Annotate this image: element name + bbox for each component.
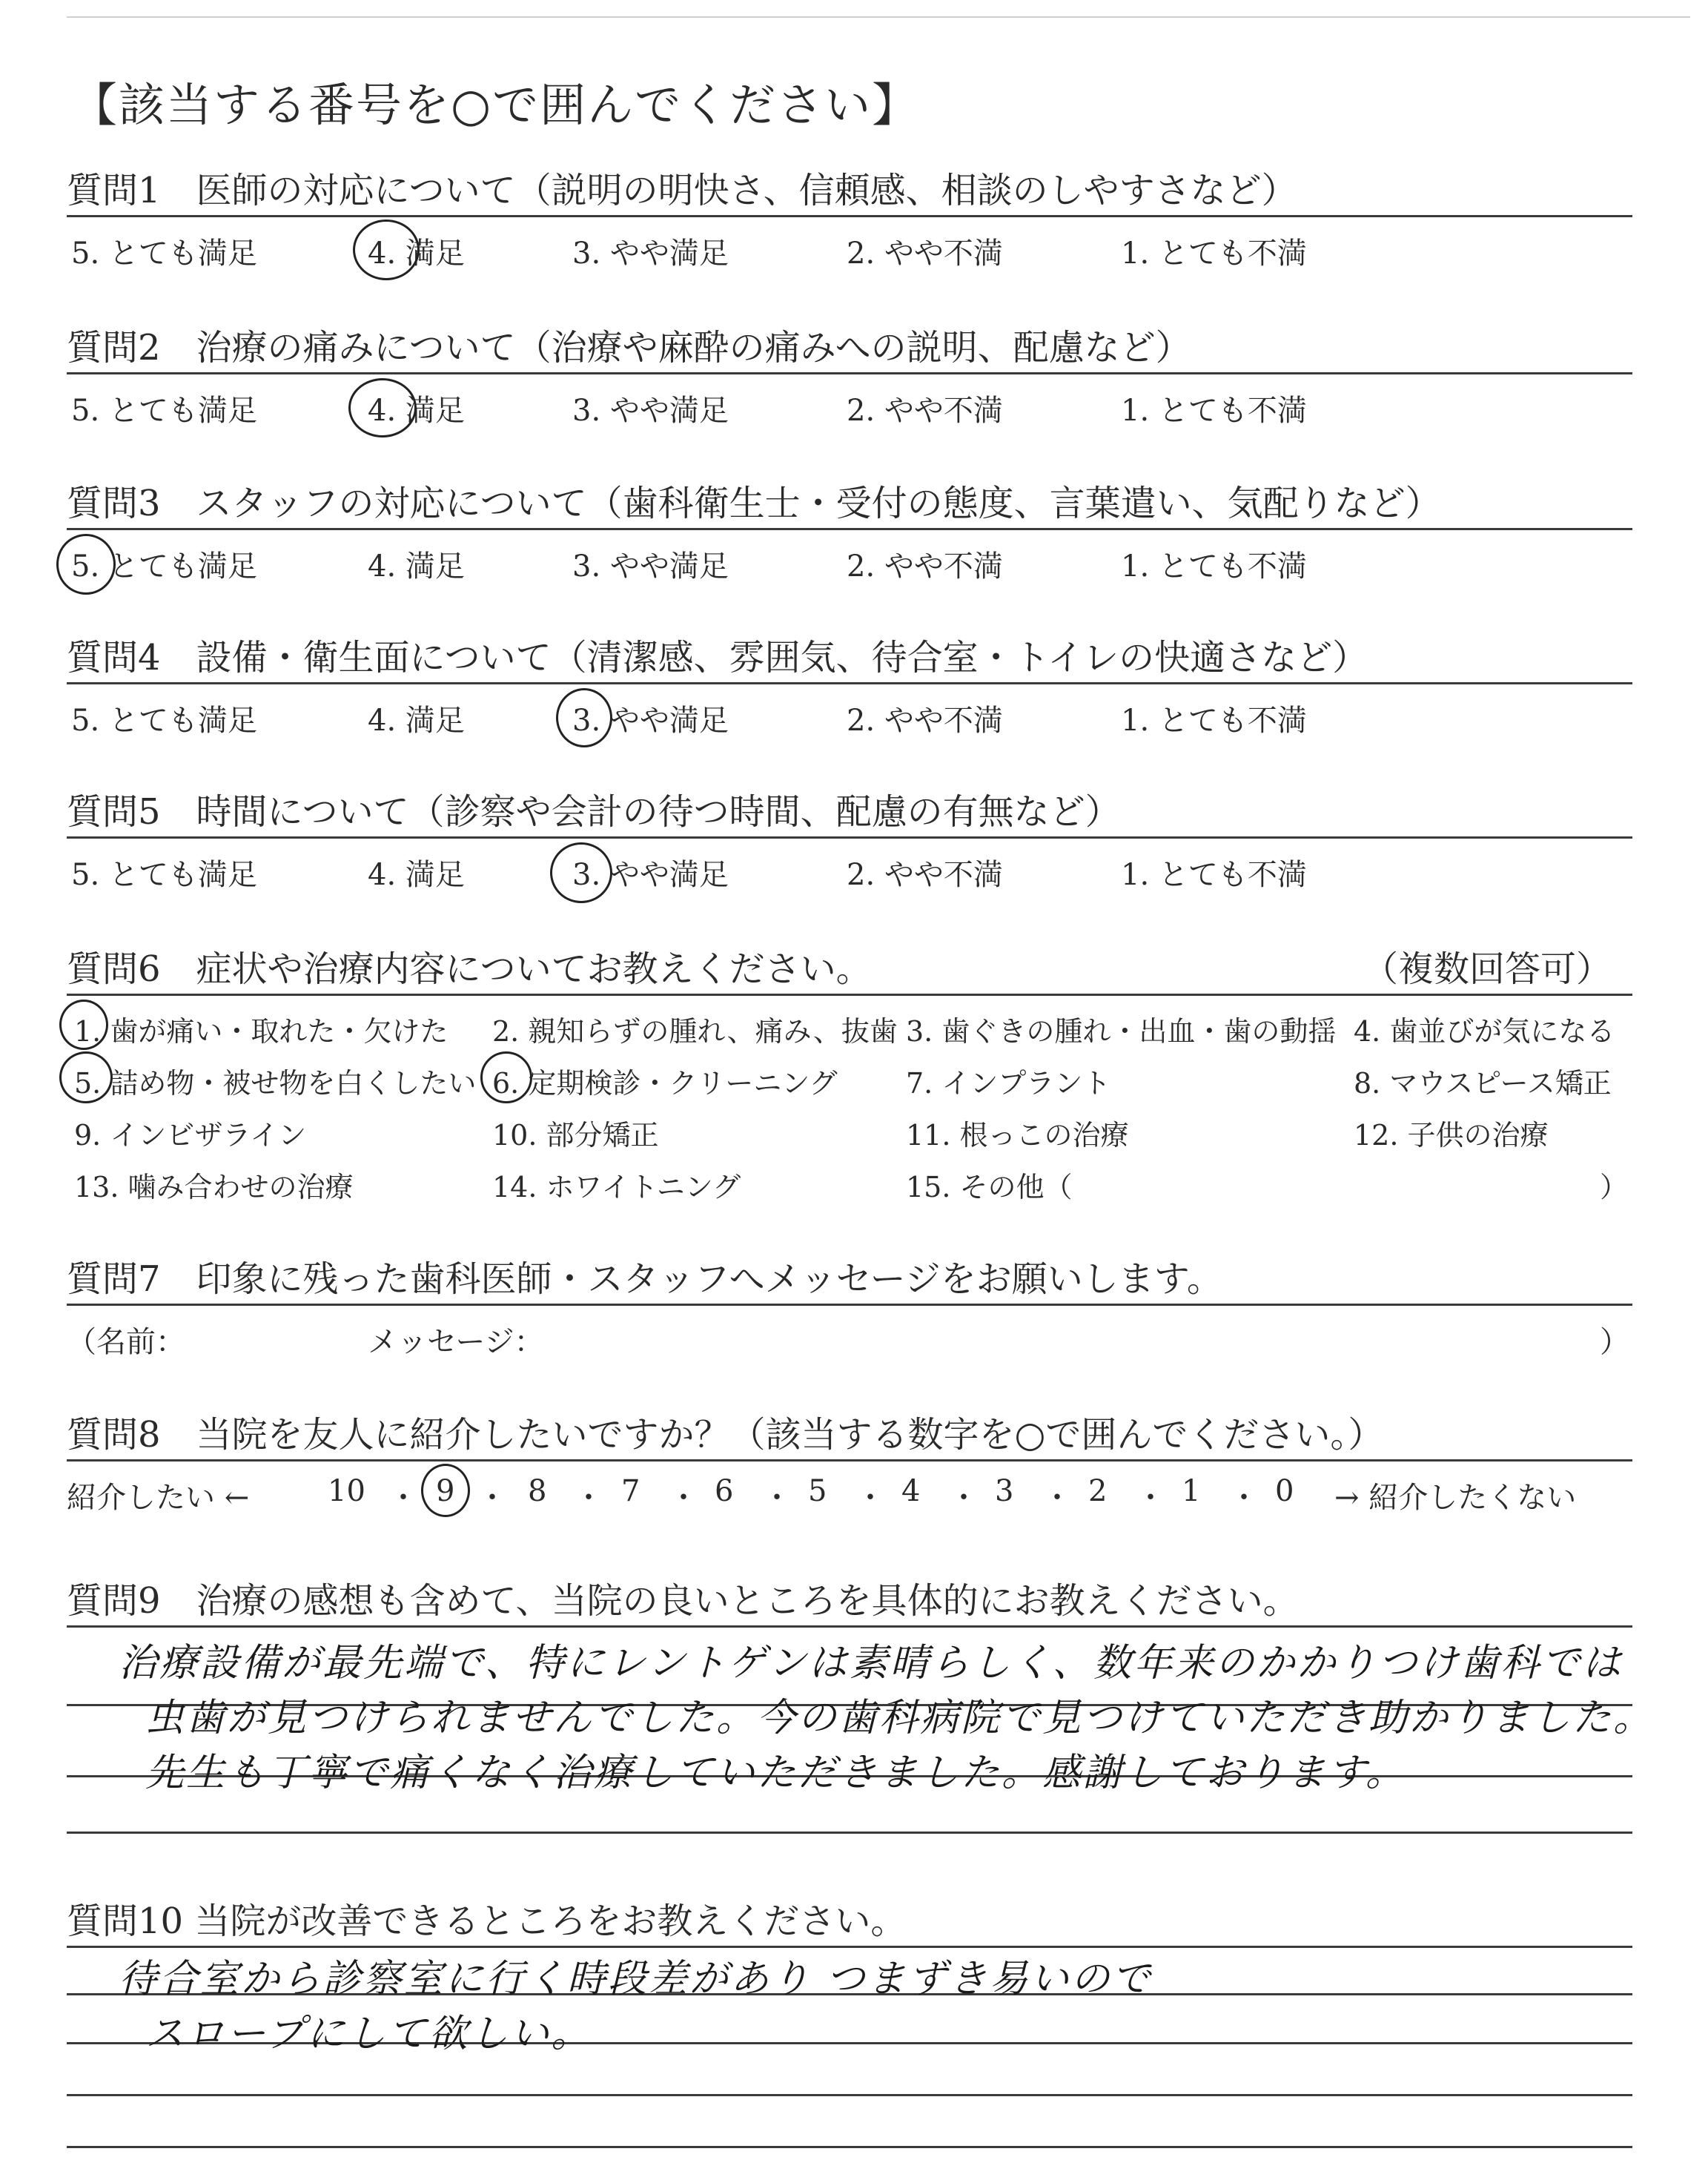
option-1[interactable]: 1. とても不満 <box>1121 549 1307 584</box>
answer-rule <box>67 2094 1632 2096</box>
question-rule <box>67 215 1632 217</box>
option-1[interactable]: 1. とても不満 <box>1121 704 1307 738</box>
answer-rule <box>67 2146 1632 2148</box>
symptom-option-14[interactable]: 14. ホワイトニング <box>492 1171 741 1203</box>
scale-separator: ・ <box>762 1481 792 1515</box>
question-6-label: 質問6 症状や治療内容についてお教えください。 <box>67 948 872 990</box>
name-field[interactable] <box>163 1318 356 1354</box>
question-4-label: 質問4 設備・衛生面について（清潔感、雰囲気、待合室・トイレの快適さなど） <box>67 637 1368 678</box>
question-rule <box>67 1459 1632 1462</box>
option-4[interactable]: 4. 満足 <box>368 704 465 738</box>
symptom-option-5[interactable]: 5. 詰め物・被せ物を白くしたい <box>74 1067 477 1100</box>
option-3[interactable]: 3. やや満足 <box>572 549 729 584</box>
message-close-paren: ） <box>1600 1325 1629 1359</box>
option-2[interactable]: 2. やや不満 <box>847 394 1003 428</box>
option-4[interactable]: 4. 満足 <box>368 858 465 892</box>
answer-rule <box>67 1625 1632 1628</box>
option-5[interactable]: 5. とても満足 <box>71 237 257 271</box>
question-7-label: 質問7 印象に残った歯科医師・スタッフへメッセージをお願いします。 <box>67 1258 1222 1300</box>
option-2[interactable]: 2. やや不満 <box>847 704 1003 738</box>
question-8-label: 質問8 当院を友人に紹介したいですか？（該当する数字を○で囲んでください。） <box>67 1414 1384 1456</box>
option-1[interactable]: 1. とても不満 <box>1121 237 1307 271</box>
selection-circle <box>59 1051 113 1103</box>
scale-7[interactable]: 7 <box>621 1474 640 1508</box>
question-rule <box>67 682 1632 684</box>
scale-10[interactable]: 10 <box>328 1474 365 1508</box>
question-9-label: 質問9 治療の感想も含めて、当院の良いところを具体的にお教えください。 <box>67 1580 1299 1622</box>
symptom-option-6[interactable]: 6. 定期検診・クリーニング <box>492 1067 838 1100</box>
option-2[interactable]: 2. やや不満 <box>847 858 1003 892</box>
option-3[interactable]: 3. やや満足 <box>572 394 729 428</box>
question-rule <box>67 994 1632 996</box>
selection-circle <box>421 1464 470 1517</box>
scale-2[interactable]: 2 <box>1088 1474 1108 1508</box>
handwritten-answer-line: スロープにして欲しい。 <box>145 2012 592 2056</box>
message-field[interactable] <box>571 1318 1579 1354</box>
question-rule <box>67 836 1632 839</box>
option-1[interactable]: 1. とても不満 <box>1121 394 1307 428</box>
question-1-label: 質問1 医師の対応について（説明の明快さ、信頼感、相談のしやすさなど） <box>67 170 1297 211</box>
option-3[interactable]: 3. やや満足 <box>572 237 729 271</box>
option-5[interactable]: 5. とても満足 <box>71 704 257 738</box>
scale-0[interactable]: 0 <box>1275 1474 1294 1508</box>
recommend-right-label: → 紹介したくない <box>1334 1481 1577 1515</box>
recommend-left-label: 紹介したい ← <box>67 1481 250 1515</box>
symptom-option-11[interactable]: 11. 根っこの治療 <box>906 1119 1129 1152</box>
selection-circle <box>550 842 612 903</box>
selection-circle <box>348 378 417 437</box>
selection-circle <box>59 1000 108 1050</box>
scale-5[interactable]: 5 <box>808 1474 827 1508</box>
scale-separator: ・ <box>1229 1481 1259 1515</box>
symptom-option-3[interactable]: 3. 歯ぐきの腫れ・出血・歯の動揺 <box>906 1015 1337 1048</box>
handwritten-answer-line: 先生も丁寧で痛くなく治療していただきました。感謝しております。 <box>145 1751 1406 1795</box>
option-1[interactable]: 1. とても不満 <box>1121 858 1307 892</box>
scale-separator: ・ <box>669 1481 698 1515</box>
scale-separator: ・ <box>574 1481 603 1515</box>
page-top-edge <box>67 16 1690 18</box>
symptom-option-13[interactable]: 13. 噛み合わせの治療 <box>74 1171 354 1203</box>
selection-circle <box>556 688 612 747</box>
option-4[interactable]: 4. 満足 <box>368 237 465 271</box>
question-5-label: 質問5 時間について（診察や会計の待つ時間、配慮の有無など） <box>67 791 1121 833</box>
answer-rule <box>67 1832 1632 1834</box>
scale-6[interactable]: 6 <box>715 1474 734 1508</box>
symptom-option-8[interactable]: 8. マウスピース矯正 <box>1354 1067 1612 1100</box>
question-2-label: 質問2 治療の痛みについて（治療や麻酔の痛みへの説明、配慮など） <box>67 327 1191 369</box>
symptom-option-15-close: ） <box>1600 1171 1629 1203</box>
symptom-option-4[interactable]: 4. 歯並びが気になる <box>1354 1015 1615 1048</box>
question-3-label: 質問3 スタッフの対応について（歯科衛生士・受付の態度、言葉遣い、気配りなど） <box>67 483 1441 524</box>
scale-1[interactable]: 1 <box>1182 1474 1201 1508</box>
scale-separator: ・ <box>855 1481 885 1515</box>
symptom-option-7[interactable]: 7. インプラント <box>906 1067 1111 1100</box>
symptom-option-1[interactable]: 1. 歯が痛い・取れた・欠けた <box>74 1015 448 1048</box>
scale-separator: ・ <box>1136 1481 1165 1515</box>
selection-circle <box>480 1051 532 1103</box>
option-5[interactable]: 5. とても満足 <box>71 394 257 428</box>
scale-separator: ・ <box>388 1481 418 1515</box>
option-2[interactable]: 2. やや不満 <box>847 237 1003 271</box>
symptom-option-2[interactable]: 2. 親知らずの腫れ、痛み、抜歯 <box>492 1015 898 1048</box>
option-5[interactable]: 5. とても満足 <box>71 549 257 584</box>
option-3[interactable]: 3. やや満足 <box>572 704 729 738</box>
scale-9[interactable]: 9 <box>436 1474 455 1508</box>
handwritten-answer-line: 待合室から診察室に行く時段差があり つまずき易いので <box>119 1957 1153 2001</box>
name-field-label: （名前： <box>67 1325 185 1359</box>
message-field-label: メッセージ： <box>368 1325 544 1359</box>
selection-circle <box>353 219 420 280</box>
option-4[interactable]: 4. 満足 <box>368 394 465 428</box>
question-rule <box>67 528 1632 530</box>
question-rule <box>67 372 1632 374</box>
symptom-option-9[interactable]: 9. インビザライン <box>74 1119 307 1152</box>
selection-circle <box>56 534 116 595</box>
scale-separator: ・ <box>477 1481 507 1515</box>
scale-separator: ・ <box>949 1481 979 1515</box>
question-10-label: 質問10 当院が改善できるところをお教えください。 <box>67 1900 907 1942</box>
symptom-option-10[interactable]: 10. 部分矯正 <box>492 1119 659 1152</box>
question-rule <box>67 1304 1632 1306</box>
page-title: 【該当する番号を○で囲んでください】 <box>71 78 920 132</box>
scale-8[interactable]: 8 <box>528 1474 547 1508</box>
option-2[interactable]: 2. やや不満 <box>847 549 1003 584</box>
option-4[interactable]: 4. 満足 <box>368 549 465 584</box>
scale-separator: ・ <box>1042 1481 1072 1515</box>
symptom-option-15[interactable]: 15. その他（ <box>906 1171 1073 1203</box>
handwritten-answer-line: 治療設備が最先端で、特にレントゲンは素晴らしく、数年来のかかりつけ歯科では <box>119 1641 1623 1685</box>
question-6-note: （複数回答可） <box>1363 948 1612 990</box>
scale-3[interactable]: 3 <box>995 1474 1014 1508</box>
option-3[interactable]: 3. やや満足 <box>572 858 729 892</box>
symptom-option-12[interactable]: 12. 子供の治療 <box>1354 1119 1549 1152</box>
handwritten-answer-line: 虫歯が見つけられませんでした。今の歯科病院で見つけていただき助かりました。 <box>145 1696 1655 1740</box>
option-5[interactable]: 5. とても満足 <box>71 858 257 892</box>
scale-4[interactable]: 4 <box>901 1474 921 1508</box>
